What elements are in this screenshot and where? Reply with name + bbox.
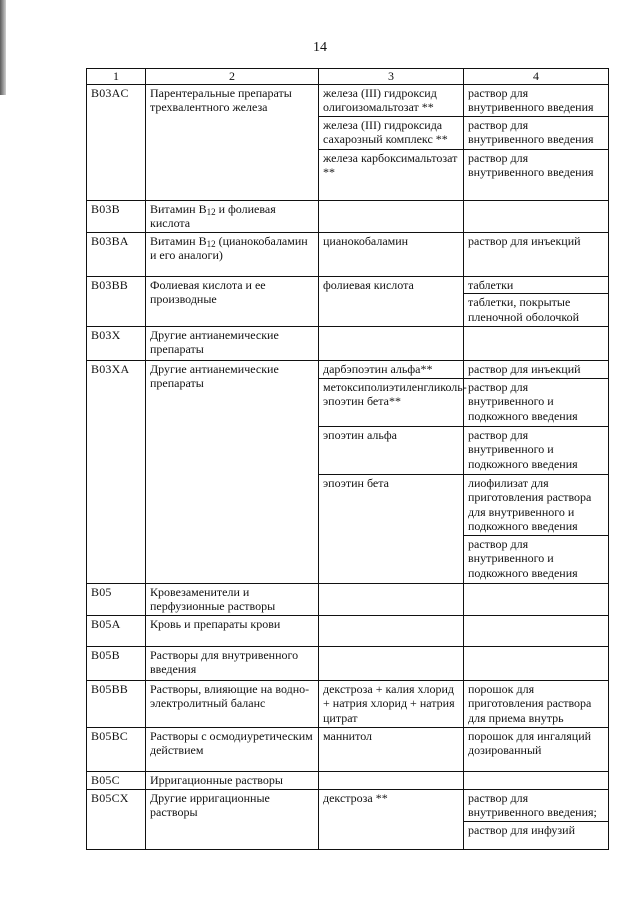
table-body	[87, 84, 609, 849]
medication-table	[86, 68, 609, 850]
dosage-form: раствор для внутривенного и подкожного введения	[468, 427, 578, 471]
drug-name: метоксиполиэтиленгликоль-эпоэтин бета**	[319, 378, 463, 426]
table-row	[87, 360, 609, 583]
drug-name-cell	[319, 84, 464, 200]
group-name-cell: Витамин $B_{12}$ (цианокобаламин и его аналоги)	[146, 232, 319, 276]
dosage-form: раствор для инъекций	[468, 233, 581, 248]
atc-code-cell: B03X	[87, 326, 146, 360]
dosage-form: таблетки	[468, 277, 514, 292]
table-row	[87, 727, 609, 771]
drug-name: маннитол	[323, 728, 373, 743]
table-row	[87, 232, 609, 276]
dosage-form-cell	[464, 615, 609, 646]
atc-code-cell: B05BC	[87, 727, 146, 771]
column-header: 1	[87, 69, 146, 85]
dosage-form-cell	[464, 583, 609, 615]
atc-code-cell: B03B	[87, 200, 146, 232]
dosage-form-group	[464, 149, 608, 182]
dosage-form-cell	[464, 232, 609, 276]
dosage-form: раствор для внутривенного и подкожного введения	[464, 535, 608, 582]
dosage-form-cell	[464, 680, 609, 727]
dosage-form-cell	[464, 84, 609, 200]
table-header-row	[87, 69, 609, 85]
drug-name-cell	[319, 615, 464, 646]
drug-name: декстроза + калия хлорид + натрия хлорид + натрия цитрат	[323, 681, 455, 725]
dosage-form-group	[464, 681, 608, 727]
dosage-form-group	[464, 116, 608, 149]
column-header: 4	[464, 69, 609, 85]
dosage-form-cell	[464, 789, 609, 849]
column-header: 2	[146, 69, 319, 85]
dosage-form-cell	[464, 326, 609, 360]
drug-name-cell	[319, 326, 464, 360]
atc-code-cell: B05A	[87, 615, 146, 646]
group-name-cell: Ирригационные растворы	[146, 771, 319, 789]
dosage-form-group	[464, 277, 608, 326]
dosage-form: порошок для ингаляций дозированный	[468, 728, 592, 757]
drug-name-cell	[319, 727, 464, 771]
dosage-form: раствор для внутривенного введения	[468, 150, 594, 179]
table-row	[87, 84, 609, 200]
drug-name: эпоэтин альфа	[319, 426, 463, 474]
drug-name: железа карбоксимальтозат **	[319, 149, 463, 182]
subscript: 12	[206, 238, 216, 249]
dosage-form-group	[464, 426, 608, 474]
atc-code-cell: B05C	[87, 771, 146, 789]
dosage-form-group	[464, 233, 608, 250]
atc-code-cell: B05CX	[87, 789, 146, 849]
dosage-form: раствор для внутривенного введения;	[468, 790, 597, 819]
table-row	[87, 771, 609, 789]
dosage-form-cell	[464, 646, 609, 680]
dosage-form-cell	[464, 200, 609, 232]
group-name-cell: Другие ирригационные растворы	[146, 789, 319, 849]
group-name-cell: Другие антианемические препараты	[146, 360, 319, 583]
drug-name-cell	[319, 200, 464, 232]
dosage-form-group	[464, 361, 608, 378]
drug-name: фолиевая кислота	[323, 277, 414, 292]
dosage-form-cell	[464, 360, 609, 583]
atc-code-cell: B03BA	[87, 232, 146, 276]
atc-code-cell: B03XA	[87, 360, 146, 583]
atc-code-cell: B05BB	[87, 680, 146, 727]
drug-name-cell	[319, 232, 464, 276]
dosage-form: лиофилизат для приготовления раствора для внутривенного и подкожного введения	[468, 475, 592, 533]
drug-name: декстроза **	[323, 790, 388, 805]
table-row	[87, 680, 609, 727]
drug-name-cell	[319, 276, 464, 326]
table-row	[87, 583, 609, 615]
drug-name-cell	[319, 680, 464, 727]
dosage-form: раствор для инъекций	[468, 361, 581, 376]
group-name-cell: Фолиевая кислота и ее производные	[146, 276, 319, 326]
drug-name: железа (III) гидроксида сахарозный комплекс **	[319, 116, 463, 149]
drug-name: дарбэпоэтин альфа**	[323, 361, 433, 376]
group-name-cell: Растворы для внутривенного введения	[146, 646, 319, 680]
drug-name-cell	[319, 360, 467, 583]
atc-code-cell: B03AC	[87, 84, 146, 200]
dosage-form-group	[464, 378, 608, 426]
dosage-form: порошок для приготовления раствора для приема внутрь	[468, 681, 592, 725]
atc-code-cell: B05	[87, 583, 146, 615]
group-name-cell: Парентеральные препараты трехвалентного железа	[146, 84, 319, 200]
dosage-form-group	[464, 474, 608, 583]
dosage-form-cell	[464, 727, 609, 771]
table-row	[87, 789, 609, 849]
group-name-cell: Растворы, влияющие на водно-электролитный баланс	[146, 680, 319, 727]
dosage-form: раствор для инфузий	[464, 821, 608, 839]
atc-code-cell: B03BB	[87, 276, 146, 326]
drug-name: железа (III) гидроксид олигоизомальтозат **	[323, 85, 437, 114]
subscript: 12	[206, 206, 216, 217]
dosage-form-cell	[464, 771, 609, 789]
drug-name-cell	[319, 646, 464, 680]
dosage-form-group	[464, 85, 608, 116]
dosage-form: раствор для внутривенного введения	[468, 85, 594, 114]
drug-name: цианокобаламин	[323, 233, 409, 248]
drug-name-cell	[319, 789, 464, 849]
dosage-form-group	[464, 728, 608, 759]
table-row	[87, 646, 609, 680]
dosage-form: раствор для внутривенного введения	[468, 117, 594, 146]
column-header: 3	[319, 69, 464, 85]
table-row	[87, 615, 609, 646]
drug-name: эпоэтин бета	[319, 474, 463, 583]
group-name-cell: Витамин $B_{12}$ и фолиевая кислота	[146, 200, 319, 232]
group-name-cell: Кровь и препараты крови	[146, 615, 319, 646]
group-name-cell: Другие антианемические препараты	[146, 326, 319, 360]
page-number: 14	[313, 40, 327, 55]
dosage-form-group	[464, 790, 608, 839]
dosage-form-cell	[464, 276, 609, 326]
drug-name-cell	[319, 583, 464, 615]
group-name-cell: Кровезаменители и перфузионные растворы	[146, 583, 319, 615]
table-row	[87, 276, 609, 326]
drug-name-cell	[319, 771, 464, 789]
dosage-form: раствор для внутривенного и подкожного введения	[468, 379, 578, 423]
atc-code-cell: B05B	[87, 646, 146, 680]
table-row	[87, 326, 609, 360]
dosage-form: таблетки, покрытые пленочной оболочкой	[464, 293, 608, 325]
table-row	[87, 200, 609, 232]
group-name-cell: Растворы с осмодиуретическим действием	[146, 727, 319, 771]
